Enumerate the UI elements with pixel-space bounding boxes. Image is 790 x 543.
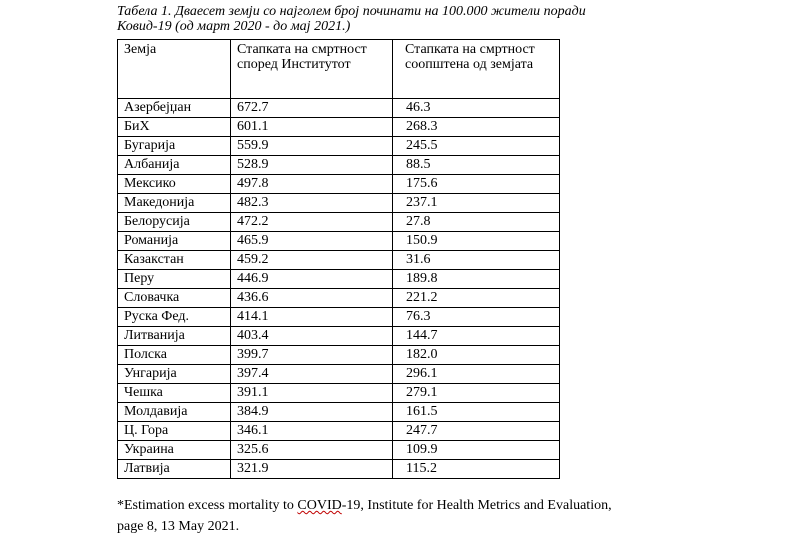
footnote-text-start: *Estimation excess mortality to [117, 498, 298, 513]
table-row [118, 327, 560, 346]
cell-country: Албанија [118, 156, 231, 175]
footnote-text-end: -19, Institute for Health Metrics and Evaluation, page 8, 13 May 2021. [117, 498, 612, 534]
table-row [118, 194, 560, 213]
table-header-row [118, 40, 560, 99]
cell-institute-rate: 472.2 [231, 213, 393, 232]
cell-institute-rate: 446.9 [231, 270, 393, 289]
cell-institute-rate: 528.9 [231, 156, 393, 175]
cell-country: Литванија [118, 327, 231, 346]
table-row [118, 156, 560, 175]
table-row [118, 441, 560, 460]
cell-country: Македонија [118, 194, 231, 213]
cell-institute-rate: 497.8 [231, 175, 393, 194]
cell-reported-rate: 27.8 [393, 213, 560, 232]
header-institute-rate: Стапката на смртност според Институтот [231, 40, 393, 99]
table-row [118, 308, 560, 327]
cell-reported-rate: 296.1 [393, 365, 560, 384]
table-row [118, 213, 560, 232]
cell-reported-rate: 115.2 [393, 460, 560, 479]
table-row [118, 422, 560, 441]
cell-reported-rate: 175.6 [393, 175, 560, 194]
cell-country: Латвија [118, 460, 231, 479]
table-row [118, 460, 560, 479]
cell-reported-rate: 247.7 [393, 422, 560, 441]
cell-reported-rate: 237.1 [393, 194, 560, 213]
cell-institute-rate: 397.4 [231, 365, 393, 384]
cell-institute-rate: 391.1 [231, 384, 393, 403]
cell-reported-rate: 268.3 [393, 118, 560, 137]
cell-reported-rate: 279.1 [393, 384, 560, 403]
table-row [118, 270, 560, 289]
cell-reported-rate: 31.6 [393, 251, 560, 270]
cell-country: Унгарија [118, 365, 231, 384]
cell-country: Молдавија [118, 403, 231, 422]
cell-country: Казакстан [118, 251, 231, 270]
cell-country: Белорусија [118, 213, 231, 232]
cell-country: Перу [118, 270, 231, 289]
cell-institute-rate: 559.9 [231, 137, 393, 156]
cell-country: Романија [118, 232, 231, 251]
cell-country: Украина [118, 441, 231, 460]
table-row [118, 289, 560, 308]
table-row [118, 118, 560, 137]
cell-country: БиХ [118, 118, 231, 137]
cell-institute-rate: 601.1 [231, 118, 393, 137]
cell-reported-rate: 189.8 [393, 270, 560, 289]
cell-institute-rate: 672.7 [231, 99, 393, 118]
cell-country: Бугарија [118, 137, 231, 156]
cell-institute-rate: 403.4 [231, 327, 393, 346]
cell-institute-rate: 399.7 [231, 346, 393, 365]
table-row [118, 232, 560, 251]
table-row [118, 251, 560, 270]
cell-country: Руска Фед. [118, 308, 231, 327]
cell-reported-rate: 150.9 [393, 232, 560, 251]
table-row [118, 384, 560, 403]
cell-institute-rate: 482.3 [231, 194, 393, 213]
cell-country: Мексико [118, 175, 231, 194]
caption-line-1: Табела 1. Дваесет земји со најголем број починати на 100.000 жители поради [117, 4, 586, 19]
cell-reported-rate: 76.3 [393, 308, 560, 327]
mortality-table [117, 39, 560, 479]
cell-reported-rate: 161.5 [393, 403, 560, 422]
table-row [118, 403, 560, 422]
cell-institute-rate: 414.1 [231, 308, 393, 327]
cell-reported-rate: 88.5 [393, 156, 560, 175]
cell-institute-rate: 325.6 [231, 441, 393, 460]
footnote-spellcheck-word: COVID [297, 498, 342, 513]
cell-institute-rate: 346.1 [231, 422, 393, 441]
table-row [118, 365, 560, 384]
caption-line-2: Ковид-19 (од март 2020 - до мај 2021.) [117, 19, 351, 34]
cell-country: Ц. Гора [118, 422, 231, 441]
cell-country: Словачка [118, 289, 231, 308]
cell-country: Чешка [118, 384, 231, 403]
cell-institute-rate: 465.9 [231, 232, 393, 251]
header-country: Земја [118, 40, 231, 99]
cell-reported-rate: 144.7 [393, 327, 560, 346]
cell-country: Азербејџан [118, 99, 231, 118]
cell-institute-rate: 384.9 [231, 403, 393, 422]
header-reported-rate: Стапката на смртност соопштена од земјата [393, 40, 560, 99]
cell-reported-rate: 46.3 [393, 99, 560, 118]
cell-reported-rate: 221.2 [393, 289, 560, 308]
table-row [118, 175, 560, 194]
table-row [118, 99, 560, 118]
cell-institute-rate: 459.2 [231, 251, 393, 270]
cell-reported-rate: 245.5 [393, 137, 560, 156]
cell-institute-rate: 321.9 [231, 460, 393, 479]
footnote [117, 495, 637, 537]
cell-institute-rate: 436.6 [231, 289, 393, 308]
table-body [118, 99, 560, 479]
cell-reported-rate: 182.0 [393, 346, 560, 365]
table-caption [117, 4, 677, 34]
cell-reported-rate: 109.9 [393, 441, 560, 460]
table-row [118, 346, 560, 365]
cell-country: Полска [118, 346, 231, 365]
table-row [118, 137, 560, 156]
